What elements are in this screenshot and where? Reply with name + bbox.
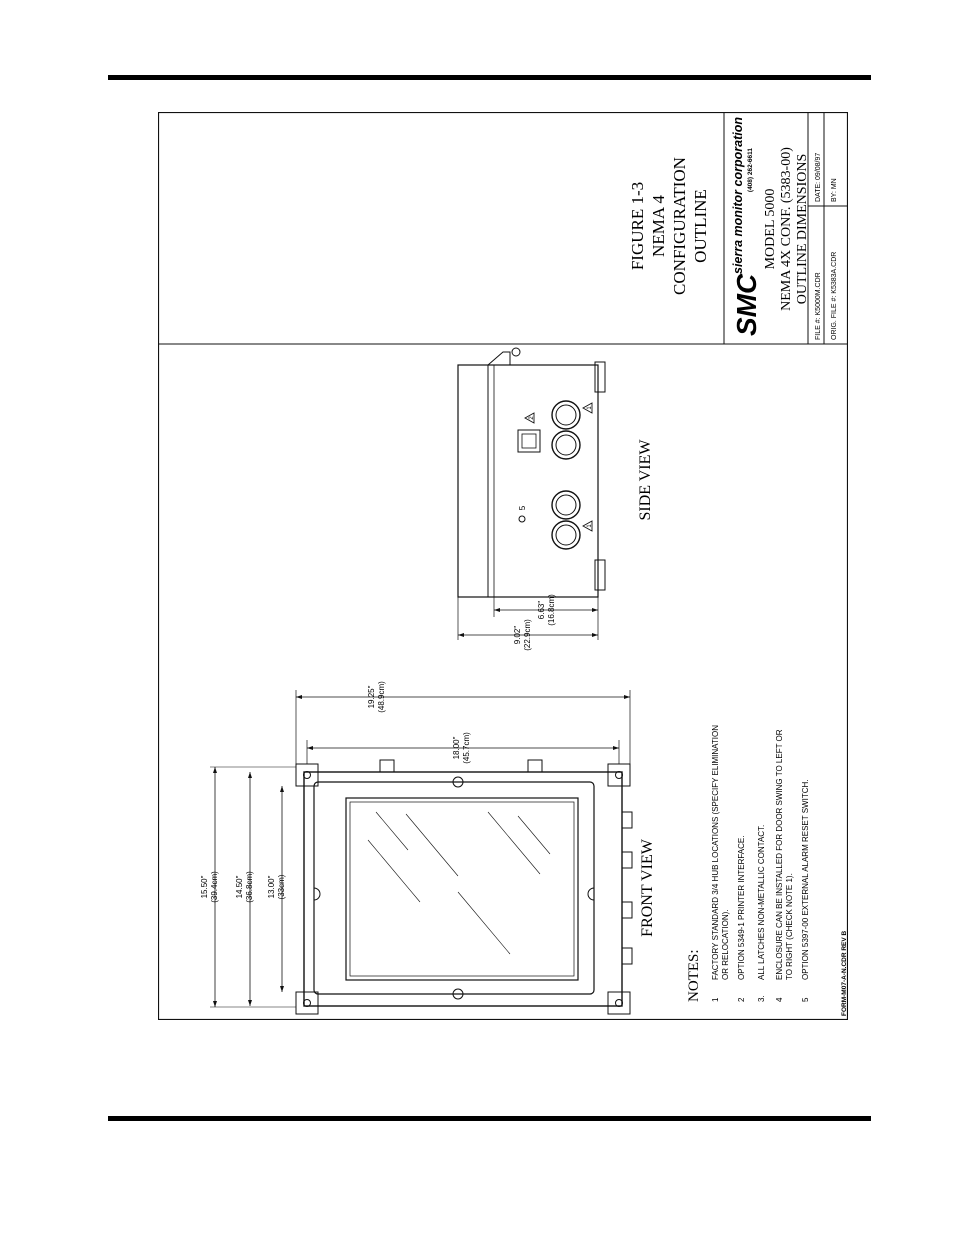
front-dim-h2-in: 14.50" [235, 875, 244, 899]
front-dim-w-in: 19.25" [367, 685, 376, 709]
side-dim-a-cm: (22.9cm) [523, 619, 532, 651]
note-item-2 [737, 836, 746, 1002]
notes-heading: NOTES: [686, 949, 702, 1002]
drawing-date: DATE: 09/08/97 [815, 152, 822, 202]
side-view-label: SIDE VIEW [637, 439, 654, 521]
front-dim-h3-in: 13.00" [267, 875, 276, 899]
svg-text:3.: 3. [757, 995, 766, 1002]
figure-title-line-2: NEMA 4 [649, 195, 668, 257]
svg-text:OPTION 5397-00 EXTERNAL ALARM: OPTION 5397-00 EXTERNAL ALARM RESET SWITCH. [801, 779, 810, 980]
company-logo: SMC [731, 273, 762, 336]
figure-title-line-1: FIGURE 1-3 [628, 181, 647, 271]
svg-text:OPTION 5349-1 PRINTER INTERFAC: OPTION 5349-1 PRINTER INTERFACE. [737, 835, 746, 980]
orig-file-number: ORIG. FILE #: K5383A.CDR [831, 251, 838, 340]
note-item-5 [801, 780, 810, 1003]
side-dim-b-in: 6.63" [537, 600, 546, 620]
top-rule [108, 75, 871, 80]
front-view-label: FRONT VIEW [639, 839, 656, 937]
callout-1: 1 [587, 406, 593, 410]
front-dim-h3-cm: (33cm) [277, 874, 286, 900]
front-dim-hole-cm: (45.7cm) [462, 732, 471, 764]
svg-text:1: 1 [711, 997, 720, 1002]
model-line-2: NEMA 4X CONF. (5383-00) [779, 147, 794, 311]
figure-title-line-4: OUTLINE [691, 189, 710, 263]
company-phone: (408) 262-6611 [747, 148, 754, 193]
front-dim-w-cm: (48.9cm) [377, 681, 386, 713]
form-number: FORM-M07-A-N.CDR REV B [841, 930, 848, 1016]
svg-text:OR RELOCATION).: OR RELOCATION). [721, 909, 730, 980]
front-dim-h1-cm: (39.4cm) [210, 871, 219, 903]
callout-5: 5 [518, 505, 527, 511]
svg-text:5: 5 [801, 997, 810, 1002]
front-dim-h1-in: 15.50" [200, 875, 209, 899]
note-item-3 [757, 825, 766, 1002]
file-number: FILE #: K5000M.CDR [815, 272, 822, 340]
drawn-by: BY: MN [831, 178, 838, 202]
callout-1-b: 1 [587, 524, 593, 528]
callout-2: 2 [529, 416, 535, 420]
model-line-1: MODEL 5000 [763, 188, 778, 270]
front-dim-hole-in: 18.00" [452, 736, 461, 760]
svg-text:2: 2 [737, 997, 746, 1002]
svg-text:4: 4 [775, 997, 784, 1002]
svg-text:ALL LATCHES NON-METALLIC CONTA: ALL LATCHES NON-METALLIC CONTACT. [757, 824, 766, 980]
side-dim-a-in: 9.02" [513, 625, 522, 645]
svg-text:ENCLOSURE CAN BE INSTALLED FOR: ENCLOSURE CAN BE INSTALLED FOR DOOR SWING TO LEFT OR [775, 729, 784, 980]
svg-text:TO RIGHT (CHECK NOTE 1).: TO RIGHT (CHECK NOTE 1). [785, 873, 794, 980]
model-line-3: OUTLINE DIMENSIONS [795, 153, 810, 305]
svg-text:FACTORY STANDARD 3/4 HUB LOCAT: FACTORY STANDARD 3/4 HUB LOCATIONS (SPECIFY ELIMINATION [711, 724, 720, 980]
figure-drawing [158, 112, 848, 1020]
side-dim-b-cm: (16.8cm) [547, 594, 556, 626]
company-name: sierra monitor corporation [731, 117, 745, 274]
figure-title-line-3: CONFIGURATION [670, 157, 689, 295]
front-dim-h2-cm: (36.8cm) [245, 871, 254, 903]
bottom-rule [108, 1116, 871, 1121]
